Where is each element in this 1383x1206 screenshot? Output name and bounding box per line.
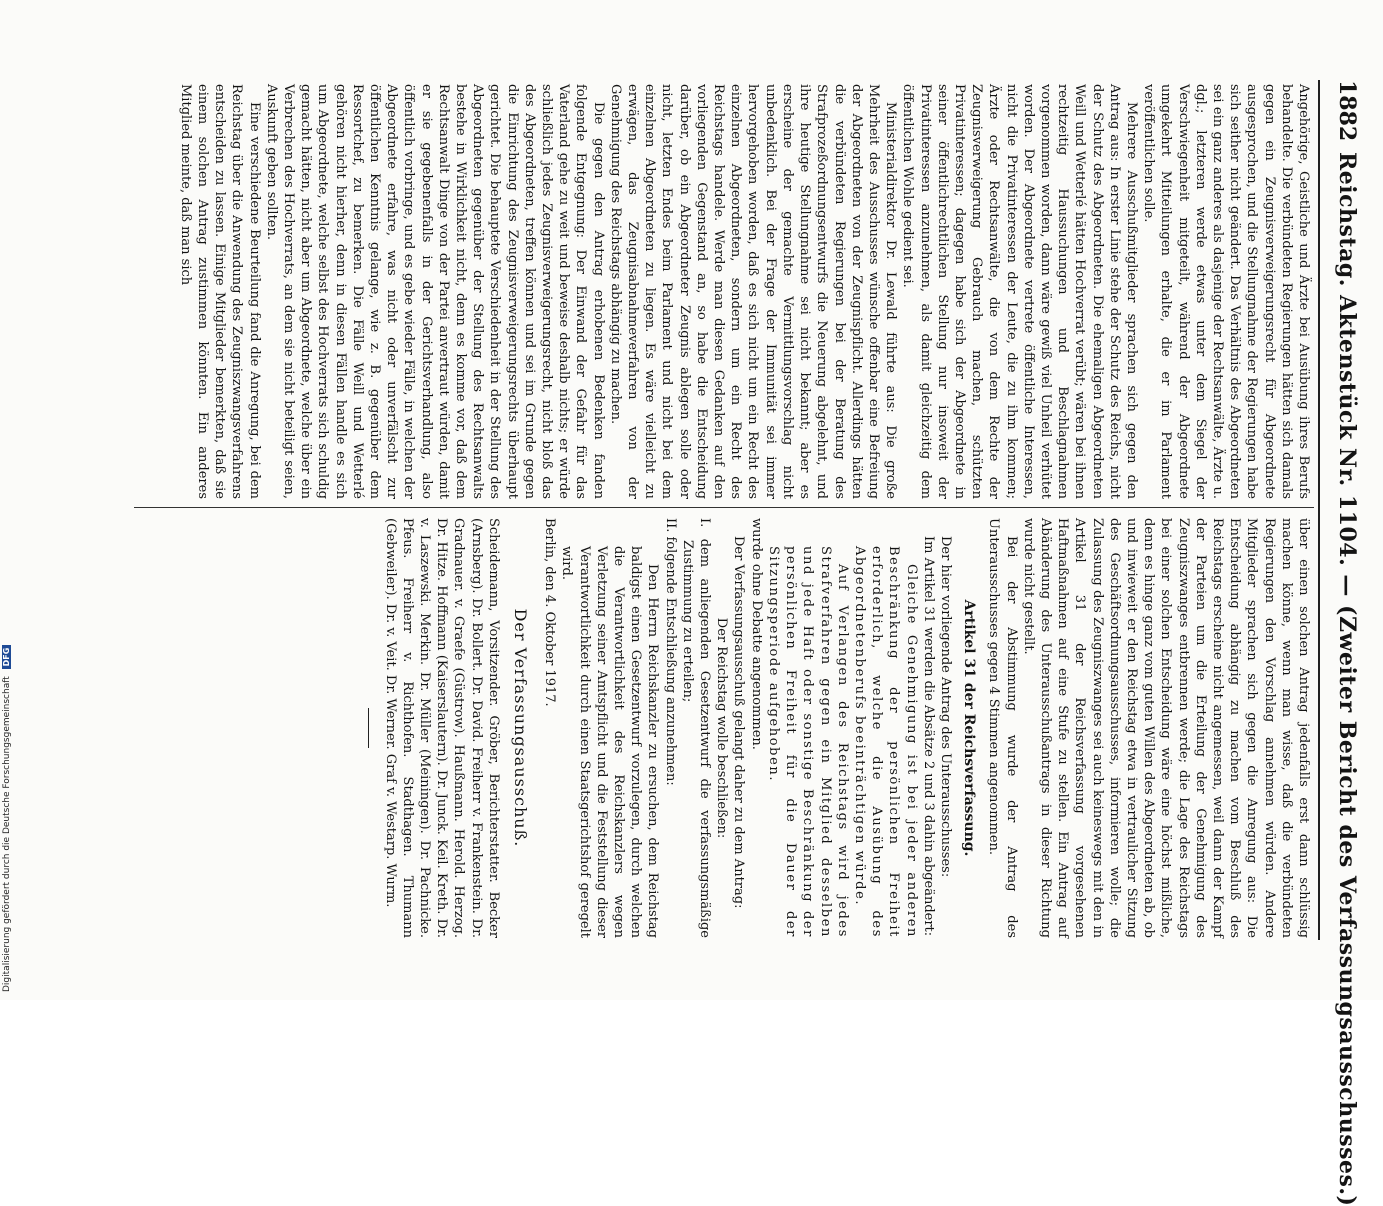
- paragraph: Der hier vorliegende Antrag des Unterausschusses:: [937, 536, 953, 878]
- paragraph: Im Artikel 31 werden die Absätze 2 und 3 dahin abgeändert:: [920, 536, 936, 937]
- paragraph: Mehrere Ausschußmitglieder sprachen sich gegen den Antrag aus: In erster Linie stehe der Schutz des Reichs, nicht der Schutz des Abgeordneten. Die ehemaligen Abgeordneten Weill und Wetterlé hätten Hochverrat verübt; wären bei ihnen rechtzeitig Haussuchungen und Beschlagnahmen vorgenommen worden, dann wäre gewiß viel Unheil verhütet worden. Der Abgeordnete vertrete öffentliche Interessen, nicht die Privatinteressen der Leute, die zu ihm kommen; Ärzte oder Rechtsanwälte, die von dem Rechte der Zeugnisverweigerung Gebrauch machen, schützten Privatinteressen; dagegen habe sich der Abgeordnete in seiner öffentlichrechtlichen Stellung nur insoweit der Privatinteressen anzunehmen, als damit gleichzeitig dem öffentlichen Wohle gedient sei.: [900, 84, 1139, 499]
- left-column: [177, 84, 1312, 499]
- paragraph: Die gegen den Antrag erhobenen Bedenken fanden folgende Entgegnung: Der Einwand der Gefahr für das Vaterland gehe zu weit und beweise deshalb nichts; er würde schließlich jedes Zeugnisverweigerungsrecht, nicht bloß das des Abgeordneten, treffen können und sei im Grunde gegen die Einrichtung des Zeugnisverweigerungsrechts überhaupt gerichtet. Die behauptete Verschiedenheit in der Stellung des Abgeordneten gegenüber der Stellung des Rechtsanwalts bestehe in Wirklichkeit nicht, denn es komme vor, daß dem Rechtsanwalt Dinge von der Partei anvertraut würden, damit er sie gegebenenfalls in der Gerichtsverhandlung, also öffentlich vorbringe, und es gebe wieder Fälle, in welchen der Abgeordnete erfahre, was nicht oder unverfälscht zur öffentlichen Kenntnis gelange, wie z. B. gegenüber dem Ressortchef, zu bemerken. Die Fälle Weill und Wetterlé gehören nicht hierher, denn in diesen Fällen handle es sich um Abgeordnete, welche selbst des Hochverrats sich schuldig gemacht hätten, nicht aber um Abgeordnete, welche über ein Verbrechen des Hochverrats, an dem sie nicht beteiligt seien, Auskunft geben sollten.: [263, 84, 606, 499]
- motion-item-1: I. dem anliegenden Gesetzentwurf die verfassungsmäßige Zustimmung zu erteilen;: [679, 518, 713, 938]
- header-rule: [1318, 80, 1320, 940]
- paragraph: Der Verfassungsausschuß gelangt daher zu dem Antrag:: [731, 536, 747, 909]
- resolution-text: [558, 518, 661, 938]
- digitization-credit: [2, 645, 12, 992]
- column-divider: [134, 507, 1314, 508]
- quoted-paragraph: Auf Verlangen des Reichstags wird jedes Strafverfahren gegen ein Mitglied desselben und jede Haft oder sonstige Beschränkung der persönlichen Freiheit für die Dauer der Sitzungsperiode aufgehoben.: [765, 546, 850, 938]
- quoted-amendment: [765, 518, 920, 938]
- quoted-paragraph: Gleiche Genehmigung ist bei jeder anderen Beschränkung der persönlichen Freiheit erforderlich, welche die Ausübung des Abgeordnetenberufs beeinträchtigen würde.: [851, 546, 919, 938]
- section-heading: Artikel 31 der Reichsverfassung.: [961, 599, 978, 857]
- motion-intro: Der Reichstag wolle beschließen:: [714, 617, 730, 839]
- paragraph: wurde ohne Debatte angenommen.: [748, 518, 764, 750]
- page-content: [78, 0, 1378, 1206]
- dfg-logo-icon: DFG: [2, 645, 11, 670]
- paragraph: Bei der Abstimmung wurde der Antrag des Unterausschusses gegen 4 Stimmen angenommen.: [986, 518, 1019, 938]
- paragraph: Eine verschiedene Beurteilung fand die Anregung, bei dem Reichstag über die Anwendung des Zeugniszwangsverfahrens entscheiden zu lassen. Einige Mitglieder bemerkten, daß sie einem solchen Antrag zustimmen könnten. Ein anderes Mitglied meinte, daß man sich: [177, 84, 262, 499]
- motion-item-2: II. folgende Entschließung anzunehmen:: [662, 518, 678, 786]
- paragraph: Angehörige, Geistliche und Ärzte bei Ausübung ihres Berufs behandelte. Die verbündeten Regierungen hätten sich damals gegen ein Zeugnisverweigerungsrecht für Abgeordnete ausgesprochen, und die Stellungnahme der Regierungen habe sich seither nicht geändert. Das Verhältnis des Abgeordneten sei ein ganz anderes als dasjenige der Rechtsanwälte, Ärzte u. dgl.; letzteren werde etwas unter dem Siegel der Verschwiegenheit mitgeteilt, während der Abgeordnete umgekehrt Mitteilungen erhalte, die er im Parlament veröffentlichen solle.: [1141, 84, 1311, 499]
- rotated-document-sheet: [78, 0, 1378, 1206]
- committee-members: Scheidemann, Vorsitzender. Gröber, Berichterstatter. Becker (Arnsberg). Dr. Bollert. Dr. David. Freiherr v. Frankenstein. Dr. Gradnauer. v. Graefe (Güstrow). Haußmann. Herold. Herzog. Dr. Hitze. Hoffmann (Kaiserslautern). Dr. Junck. Keil. Kreth. Dr. v. Laszewski. Merkin. Dr. Müller (Meiningen). Dr. Pachnicke. Pfeus. Freiherr v. Richthofen. Stadthagen. Thumann (Gebweiler). Dr. v. Veit. Dr. Werner. Graf v. Westarp. Wurm.: [382, 518, 501, 938]
- page-header: [1324, 80, 1360, 1206]
- credit-text: Digitalisierung gefördert durch die Deutsche Forschungsgemeinschaft: [2, 676, 12, 992]
- committee-name: Der Verfassungsausschuß.: [511, 608, 531, 848]
- page-number: 1882: [1334, 80, 1360, 142]
- quoted-paragraph: Den Herrn Reichskanzler zu ersuchen, dem Reichstag baldigst einen Gesetzentwurf vorzulegen, durch welchen die Verantwortlichkeit des Reichskanzlers wegen Verletzung seiner Amtspflicht und die Feststellung dieser Verantwortlichkeit durch einen Staatsgerichtshof geregelt wird.: [559, 546, 661, 938]
- closing-rule: [368, 708, 369, 748]
- running-title: Reichstag. Aktenstück Nr. 1104. — (Zweiter Bericht des Verfassungsausschusses.): [1334, 152, 1360, 1206]
- date-line: Berlin, den 4. Oktober 1917.: [542, 518, 558, 707]
- paragraph: über einen solchen Antrag jedenfalls erst dann schlüssig machen könne, wenn man wisse, daß die verbündeten Regierungen den Vorschlag annehmen würden. Andere Mitglieder sprachen sich gegen die Anregung aus: Die Entscheidung abhängig zu machen vom Beschluß des Reichstags erscheine nicht angemessen, weil dann der Kampf der Parteien um die Erteilung der Genehmigung des Zeugniszwanges entbrennen werde; die Lage des Reichstags bei einer solchen Entscheidung wäre eine höchst mißliche, denn es hinge ganz vom guten Willen des Abgeordneten ab, ob und inwieweit er den Reichstag etwa in vertraulicher Sitzung des Geschäftsordnungsausschusses, informieren wolle; die Zulassung des Zeugniszwanges sei auch keineswegs mit den in Artikel 31 der Reichsverfassung vorgesehenen Haftmaßnahmen auf eine Stufe zu stellen. Ein Antrag auf Abänderung des Unterausschußantrags in dieser Richtung wurde nicht gestellt.: [1020, 518, 1311, 938]
- right-column: [368, 518, 1312, 938]
- paragraph: Ministerialdirektor Dr. Lewald führte aus: Die große Mehrheit des Ausschusses wünsche offenbar eine Befreiung der Abgeordneten von der Zeugnispflicht. Allerdings hätten die verbündeten Regierungen bei der Beratung des Strafprozeßordnungsentwurfs die Neuerung abgelehnt, und ihre heutige Stellungnahme sei nicht bekannt; aber es erscheine der gemachte Vermittlungsvorschlag nicht unbedenklich. Bei der Frage der Immunität sei immer hervorgehoben worden, daß es sich nicht um ein Recht des einzelnen Abgeordneten, sondern um ein Recht des Reichstags handele. Werde man diesen Gedanken auf den vorliegenden Gegenstand an, so habe die Entscheidung darüber, ob ein Abgeordneter Zeugnis ablegen solle oder nicht, letzten Endes beim Parlament und nicht bei dem einzelnen Abgeordneten zu liegen. Es wäre vielleicht zu erwägen, das Zeugnisabnahmeverfahren von der Genehmigung des Reichstags abhängig zu machen.: [607, 84, 899, 499]
